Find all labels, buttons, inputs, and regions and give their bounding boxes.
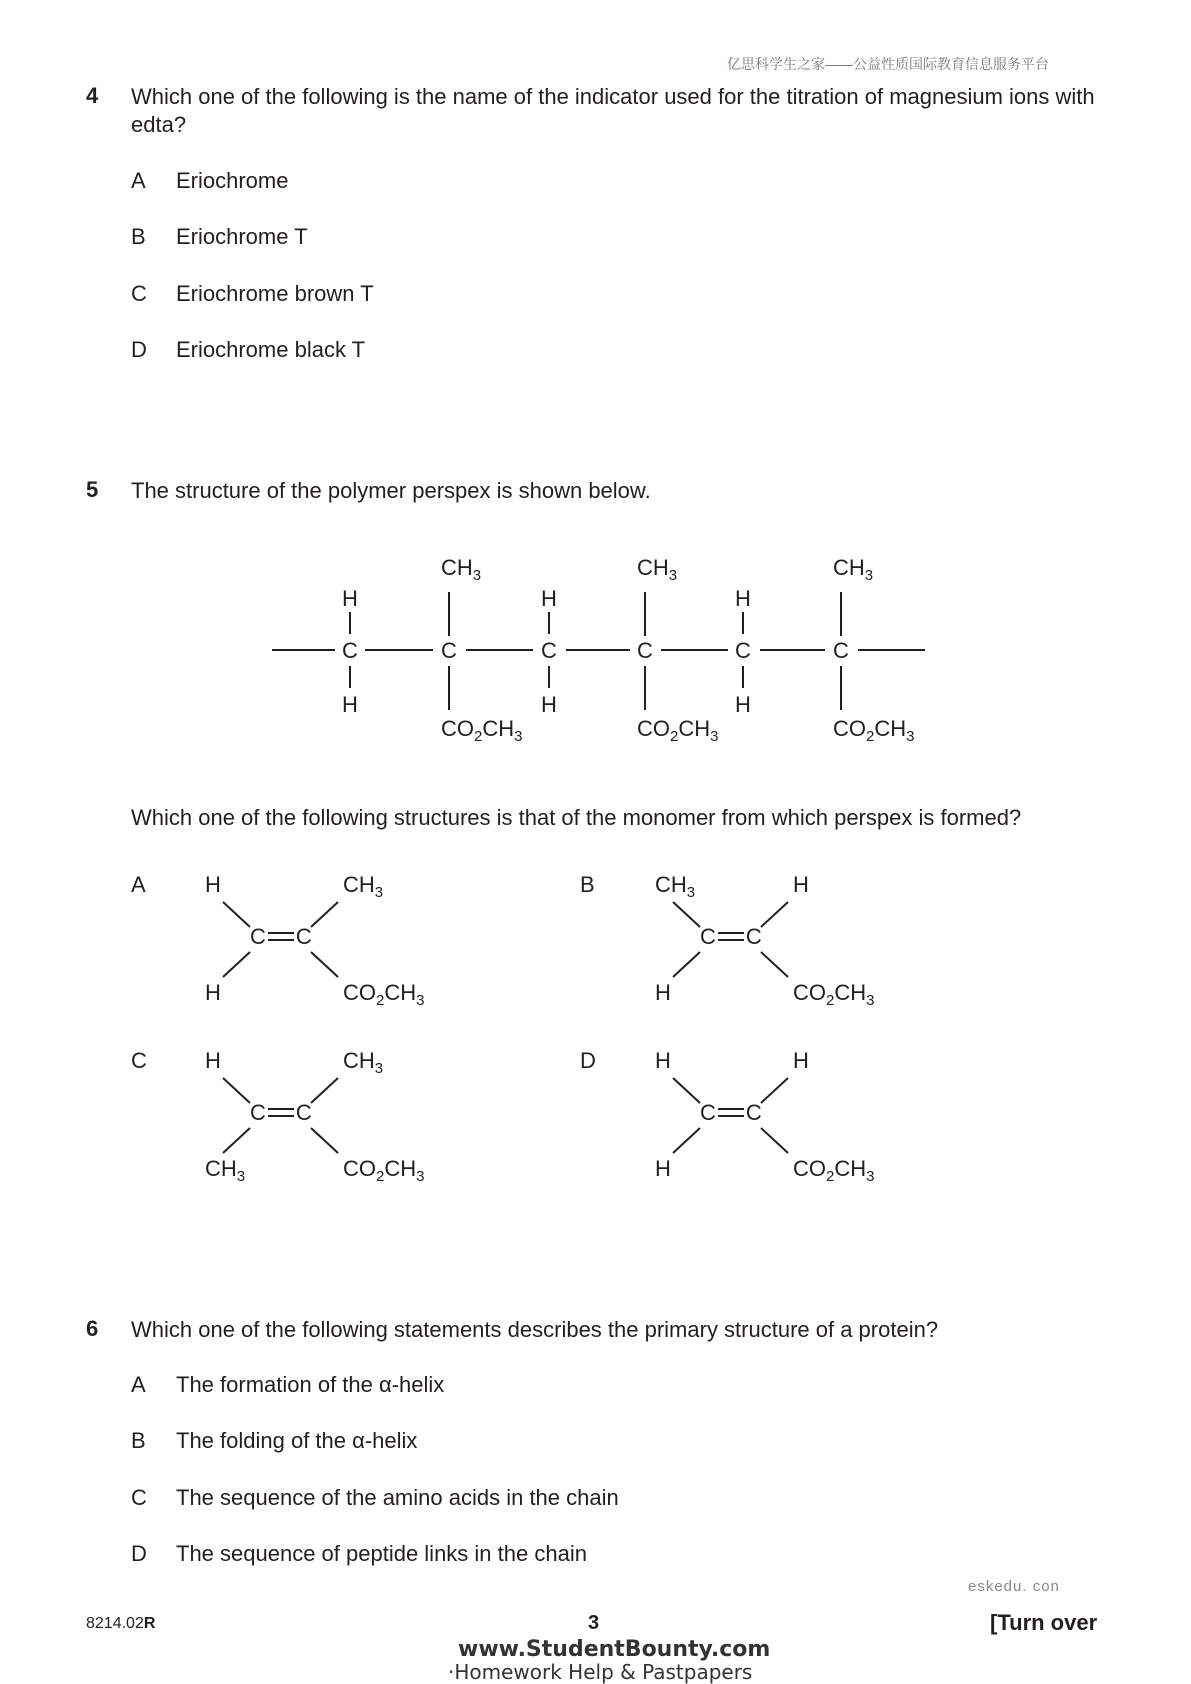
bond-line (223, 902, 250, 927)
q5-option-c-top-left: H (205, 1048, 221, 1073)
q5-option-a-bottom-right: $CO_2CH_3$ (343, 980, 425, 1009)
q6-option-d-letter: D (131, 1541, 147, 1566)
polymer-h-bottom-1: H (342, 692, 358, 717)
q5-option-d-bottom-left: H (655, 1156, 671, 1181)
q5-option-c-bottom-right: $CO_2CH_3$ (343, 1156, 425, 1185)
q4-option-c-letter: C (131, 281, 147, 306)
q6-option-a-text: The formation of the α-helix (176, 1372, 445, 1397)
bond-line (673, 1078, 700, 1103)
q5-option-a-bottom-left: H (205, 980, 221, 1005)
q5-option-a-top-right: $CH_3$ (343, 872, 384, 901)
question-5-text: The structure of the polymer perspex is shown below. (131, 478, 651, 503)
q6-option-b-letter: B (131, 1428, 146, 1453)
question-5-number: 5 (86, 477, 99, 502)
polymer-co2ch3-2: $CO_2CH_3$ (637, 716, 719, 745)
polymer-c-6: C (833, 638, 849, 663)
studentbounty-url: www.StudentBounty.com (458, 1637, 771, 1662)
q5-option-b-top-right: H (793, 872, 809, 897)
polymer-ch3-2: $CH_3$ (637, 555, 678, 584)
bond-line (311, 952, 338, 977)
q5-option-c-double-bond (250, 1100, 312, 1126)
q5-option-d-top-right: H (793, 1048, 809, 1073)
q6-option-c-text: The sequence of the amino acids in the chain (176, 1485, 619, 1510)
bond-line (223, 952, 250, 977)
bond-line (311, 1128, 338, 1153)
bond-line (223, 1128, 250, 1153)
carbon-atom: C (295, 924, 312, 949)
bond-line (761, 1128, 788, 1153)
question-4-number: 4 (86, 83, 99, 108)
bond-line (223, 1078, 250, 1103)
watermark-text: eskedu. con (968, 1578, 1060, 1595)
polymer-h-top-1: H (342, 586, 358, 611)
polymer-co2ch3-1: $CO_2CH_3$ (441, 716, 523, 745)
q5-option-b-bottom-right: $CO_2CH_3$ (793, 980, 875, 1009)
q4-option-d-text: Eriochrome black T (176, 337, 366, 362)
q5-option-b-top-left: $CH_3$ (655, 872, 696, 901)
q4-option-a-letter: A (131, 168, 146, 193)
question-6-text: Which one of the following statements describes the primary structure of a protein? (131, 1317, 939, 1342)
q5-option-d-letter: D (580, 1048, 596, 1073)
bond-line (311, 1078, 338, 1103)
q5-option-b-double-bond (700, 924, 762, 950)
turn-over: [Turn over (990, 1610, 1098, 1635)
page-number: 3 (588, 1612, 600, 1634)
carbon-atom: C (700, 924, 716, 949)
q4-option-c-text: Eriochrome brown T (176, 281, 374, 306)
q5-option-b-letter: B (580, 872, 595, 897)
q5-option-c-bottom-left: $CH_3$ (205, 1156, 246, 1185)
q4-option-b-letter: B (131, 224, 146, 249)
q5-option-d-double-bond (700, 1100, 762, 1126)
question-5-subquestion: Which one of the following structures is that of the monomer from which perspex is formed? (131, 805, 1022, 830)
q5-option-c-letter: C (131, 1048, 147, 1073)
q4-option-b-text: Eriochrome T (176, 224, 308, 249)
header-note: 亿思科学生之家——公益性质国际教育信息服务平台 (727, 56, 1049, 72)
q5-option-d-bottom-right: $CO_2CH_3$ (793, 1156, 875, 1185)
polymer-c-2: C (441, 638, 457, 663)
polymer-co2ch3-3: $CO_2CH_3$ (833, 716, 915, 745)
polymer-ch3-1: $CH_3$ (441, 555, 482, 584)
q6-option-b-text: The folding of the α-helix (176, 1428, 418, 1453)
paper-code: 8214.02R (86, 1615, 156, 1632)
polymer-c-3: C (541, 638, 557, 663)
carbon-atom: C (745, 924, 762, 949)
q5-option-a-top-left: H (205, 872, 221, 897)
q6-option-d-text: The sequence of peptide links in the chain (176, 1541, 587, 1566)
carbon-atom: C (700, 1100, 716, 1125)
bond-line (761, 1078, 788, 1103)
bond-line (673, 952, 700, 977)
polymer-c-1: C (342, 638, 358, 663)
question-6-number: 6 (86, 1316, 99, 1341)
bond-line (311, 902, 338, 927)
polymer-h-top-2: H (541, 586, 557, 611)
studentbounty-tagline: ·Homework Help & Pastpapers (448, 1660, 753, 1684)
q6-option-c-letter: C (131, 1485, 147, 1510)
bond-line (673, 902, 700, 927)
q5-option-d-top-left: H (655, 1048, 671, 1073)
q6-option-a-letter: A (131, 1372, 146, 1397)
carbon-atom: C (250, 924, 266, 949)
polymer-ch3-3: $CH_3$ (833, 555, 874, 584)
polymer-h-bottom-2: H (541, 692, 557, 717)
q5-option-a-double-bond (250, 924, 312, 950)
bond-line (761, 902, 788, 927)
polymer-h-top-3: H (735, 586, 751, 611)
q5-option-c-top-right: $CH_3$ (343, 1048, 384, 1077)
polymer-c-5: C (735, 638, 751, 663)
bond-line (673, 1128, 700, 1153)
question-4-text: Which one of the following is the name of the indicator used for the titration of magnesium ions with edta? (131, 84, 1095, 137)
carbon-atom: C (295, 1100, 312, 1125)
carbon-atom: C (250, 1100, 266, 1125)
q4-option-a-text: Eriochrome (176, 168, 289, 193)
q4-option-d-letter: D (131, 337, 147, 362)
q5-option-b-bottom-left: H (655, 980, 671, 1005)
polymer-h-bottom-3: H (735, 692, 751, 717)
polymer-c-4: C (637, 638, 653, 663)
q5-option-a-letter: A (131, 872, 146, 897)
bond-line (761, 952, 788, 977)
carbon-atom: C (745, 1100, 762, 1125)
